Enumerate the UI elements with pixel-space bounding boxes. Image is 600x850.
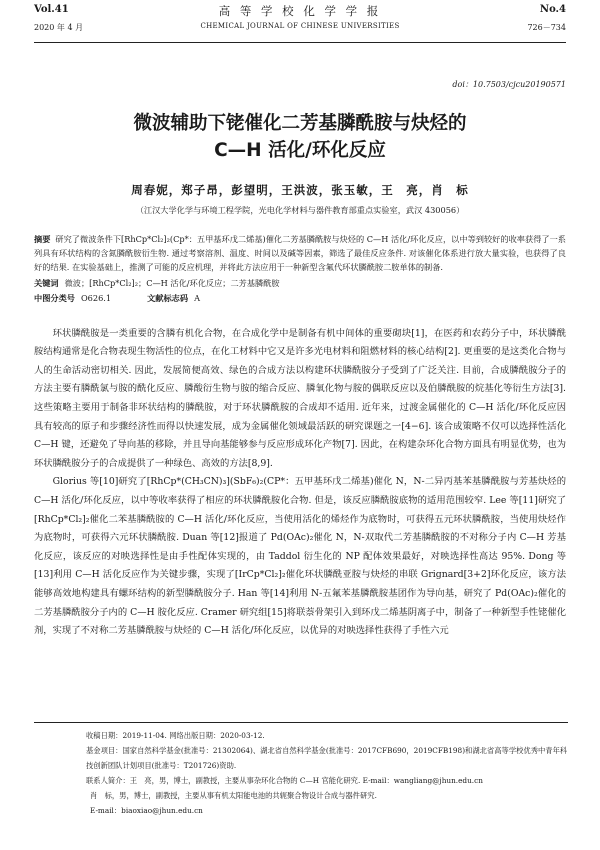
footnote [34,728,568,818]
keywords-label: 关键词 [34,277,59,288]
body-paragraph-2: Glorius 等[10]研究了[RhCp*(CH₃CN)₃](SbF₆)₂(CP*：五甲基环戊二烯基)催化 N，N-二异丙基苯基膦酰胺与芳基炔烃的 C—H 活化/环化反应，以中等收率获得了相应的环状膦酰胺化合物. 但是，该反应膦酰胺底物的适用范围较窄. Lee 等[11]研究了[RhCp*Cl₂]₂催化二苯基膦酰胺的 C—H 活化/环化反应，当使用活化的烯烃作为底物时，可获得五元环状膦酰胺，当使用炔烃作为底物时，可获得六元环状膦酰胺. Duan 等[12]报道了 Pd(OAc)₂催化 N，N-双取代二芳基膦酰胺的不对称分子内 C—H 芳基化反应，该反应的对映选择性是由手性配体实现的，由 Taddol 衍生化的 NP 配体效果最好，对映选择性高达 95%. Dong 等[13]利用 C—H 活化反应作为关键步骤，实现了[IrCp*Cl₂]₂催化环状膦酰亚胺与炔烃的串联 Grignard[3+2]环化反应，该方法能够高效地构建具有螺环结构的新型膦酰胺分子. Han 等[14]利用 N-五氟苯基膦酰胺基团作为导向基，研究了 Pd(OAc)₂催化的二芳基膦酰胺分子内的 C—H 胺化反应. Cramer 研究组[15]将联萘骨架引入到环戊二烯基阴离子中，制备了一种新型手性铑催化剂，实现了不对称二芳基膦酰胺与炔烃的 C—H 活化/环化反应，以优异的对映选择性获得了手性六元 [34,476,566,637]
title-line-2: C—H 活化/环化反应 [214,140,386,161]
header-rule [34,42,566,43]
keywords-text: 微波；[RhCp*Cl₂]₂；C—H 活化/环化反应；二芳基膦酰胺 [64,277,280,288]
footnote-contact-2: 肖 标，男，博士，副教授，主要从事有机太阳能电池的共轭聚合物设计合成与器件研究. [90,791,377,800]
issue-number: No.4 [539,4,566,15]
issue-date: 2020 年 4 月 [34,23,84,32]
abstract-text: 研究了微波条件下[RhCp*Cl₂]₂(Cp*：五甲基环戊二烯基)催化二芳基膦酰胺与炔烃的 C—H 活化/环化反应，以中等到较好的收率获得了一系列具有环状结构的含氮膦酰胺衍生物. 通过考察溶剂、温度、时间以及碱等因素，筛选了最佳反应条件. 对该催化体系进行放大量实验，也获得了良好的结果. 在实验基础上，推测了可能的反应机理，并将此方法应用于一种新型含氟代环状膦酰胺二胺单体的制备. [34,234,566,273]
abstract-label: 摘要 [34,234,51,244]
keywords [34,276,566,290]
doc-code-label: 文献标志码 [147,292,189,303]
footnote-fund: 基金项目：国家自然科学基金(批准号：21302064)、湖北省自然科学基金(批准号：2017CFB690，2019CFB198)和湖北省高等学校优秀中青年科技创新团队计划项目(批准号：T201726)资助. [86,746,568,770]
footnote-rule [34,722,568,723]
footnote-contact-3: E-mail：biaoxiao@jhun.edu.cn [90,806,203,815]
journal-name-en: CHEMICAL JOURNAL OF CHINESE UNIVERSITIES [200,22,400,30]
doi[interactable]: doi：10.7503/cjcu20190571 [452,80,566,89]
classification [34,291,566,305]
classification-label: 中图分类号 [34,292,75,303]
body-text [34,325,566,641]
doc-code-value: A [194,292,200,303]
paper-title [34,110,566,164]
abstract [34,232,566,275]
affiliation: （江汉大学化学与环境工程学院，光电化学材料与器件教育部重点实验室，武汉 430056） [135,205,465,215]
page-range: 726－734 [527,23,566,32]
journal-header [34,0,566,42]
author-list: 周春妮，郑子昂，彭望明，王洪波，张玉敏，王 亮，肖 标 [131,183,469,197]
title-line-1: 微波辅助下铑催化二芳基膦酰胺与炔烃的 [133,113,467,134]
journal-name-cn: 高 等 学 校 化 学 学 报 [218,4,382,18]
classification-value: O626.1 [80,292,112,303]
footnote-contact-1: 联系人简介：王 亮，男，博士，副教授，主要从事杂环化合物的 C—H 官能化研究. E-mail：wangliang@jhun.edu.cn [86,776,483,785]
footnote-received: 收稿日期：2019-11-04. 网络出版日期：2020-03-12. [86,731,265,740]
body-paragraph-1: 环状膦酰胺是一类重要的含膦有机化合物，在合成化学中是制备有机中间体的重要砌块[1]，在医药和农药分子中，环状膦酰胺结构通常是化合物表现生物活性的位点，在化工材料中它又是许多光电材料和阻燃材料的核心结构[2]. 更重要的是这类化合物与人的生命活动密切相关. 因此，发展简便高效、绿色的合成方法以构建环状膦酰胺分子受到了广泛关注. 目前，合成膦酰胺分子的方法主要有膦酰氯与胺的酰化反应、膦酸衍生物与胺的缩合反应、膦氧化物与胺的偶联反应以及伯膦酰胺的烷基化等衍生方法[3]. 这些策略主要用于制备非环状结构的膦酰胺，对于环状膦酰胺的合成却不适用. 近年来，过渡金属催化的 C—H 活化/环化反应因具有较高的原子和步骤经济性而得以快速发展，成为金属催化领域最活跃的研究课题之一[4−6]. 该合成策略不仅可以选择性活化 C—H 键，还避免了导向基的移除，并且导向基能够参与反应形成环化产物[7]. 因此，在构建杂环化合物方面具有明显优势，也为环状膦酰胺分子的合成提供了一种绿色、高效的方法[8,9]. [34,327,566,469]
volume: Vol.41 [34,4,69,15]
